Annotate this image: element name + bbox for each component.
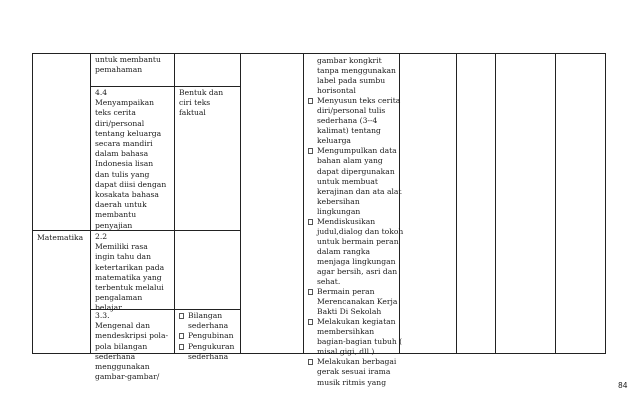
cell-line: ingin tahu dan <box>95 252 151 262</box>
kd-cell <box>92 87 174 230</box>
cell-line: secara mandiri <box>95 139 153 149</box>
cell-line: teks cerita <box>95 108 136 118</box>
cell-line: belajar <box>95 303 122 313</box>
column-divider <box>555 53 556 354</box>
bullet-text: Mendiskusikan <box>317 216 376 226</box>
cell-line: 3.3. <box>95 311 110 320</box>
kd-cell <box>92 231 174 313</box>
cell-line: Indonesia lisan <box>95 159 154 169</box>
bullet-item <box>179 331 237 341</box>
cell-line: penyajian <box>95 220 133 230</box>
activity-cell <box>305 55 404 387</box>
bullet-continuation: sederhana (3--4 <box>317 116 378 126</box>
bullet-continuation: keluarga <box>317 136 351 146</box>
bullet-box-icon <box>308 319 313 325</box>
bullet-box-icon <box>308 289 313 295</box>
bullet-box-icon <box>308 98 313 104</box>
bullet-item <box>308 96 401 106</box>
kd-cell <box>92 54 174 86</box>
bullet-continuation: diri/personal tulis <box>317 106 386 116</box>
bullet-text: Bermain peran <box>317 287 375 297</box>
table-border-right <box>605 53 606 354</box>
column-divider <box>495 53 496 354</box>
cell-line: pengalaman <box>95 293 143 303</box>
bullet-continuation: sederhana <box>188 351 229 361</box>
cell-line: membantu <box>95 210 137 220</box>
cell-line: terbentuk melalui <box>95 283 164 293</box>
bullet-continuation: lingkungan <box>317 206 361 216</box>
bullet-item <box>308 287 396 297</box>
cell-line: tentang keluarga <box>95 128 162 138</box>
cell-line: dapat diisi dengan <box>95 179 167 189</box>
activity-line: tanpa menggunakan <box>317 66 396 76</box>
bullet-continuation: Merencanakan Kerja <box>317 297 398 307</box>
bullet-box-icon <box>179 333 184 339</box>
bullet-continuation: judul,dialog dan tokoh <box>317 226 404 236</box>
column-divider <box>303 53 304 354</box>
column-divider <box>456 53 457 354</box>
cell-line: Menyampaikan <box>95 98 155 108</box>
bullet-box-icon <box>179 344 184 350</box>
subject-cell <box>34 232 90 244</box>
bullet-continuation: kebersihan <box>317 196 360 206</box>
bullet-continuation: kerajinan dan ata alat <box>317 186 402 196</box>
cell-line: untuk membantu <box>95 55 161 64</box>
page-number: 84 <box>618 381 628 390</box>
bullet-continuation: agar bersih, asri dan <box>317 266 398 276</box>
cell-line: pola bilangan <box>95 341 148 351</box>
bullet-continuation: dalam rangka <box>317 246 370 256</box>
cell-line: Memiliki rasa <box>95 242 148 252</box>
bullet-box-icon <box>308 359 313 365</box>
cell-line: sederhana <box>95 351 136 361</box>
cell-line: daerah untuk <box>95 200 147 210</box>
bullet-continuation: sederhana <box>188 321 229 331</box>
bullet-item <box>308 357 396 367</box>
materi-cell <box>176 310 240 361</box>
bullet-item <box>308 146 396 156</box>
bullet-box-icon <box>308 219 313 225</box>
bullet-item <box>308 317 396 327</box>
cell-line: pemahaman <box>95 65 143 75</box>
cell-line: diri/personal <box>95 118 145 128</box>
bullet-continuation: dapat dipergunakan <box>317 166 395 176</box>
bullet-text: Melakukan berbagai <box>317 357 397 367</box>
bullet-continuation: membersihkan <box>317 327 375 337</box>
bullet-text: Melakukan kegiatan <box>317 317 396 327</box>
cell-line: dan tulis yang <box>95 169 150 179</box>
bullet-item <box>179 311 237 321</box>
kd-cell <box>92 310 174 382</box>
bullet-continuation: bahan alam yang <box>317 156 383 166</box>
materi-cell <box>176 87 240 120</box>
bullet-continuation: misal gigi, dll ) <box>317 347 375 357</box>
bullet-text: Mengumpulkan data <box>317 146 397 156</box>
cell-line: dalam bahasa <box>95 149 149 159</box>
bullet-text: Menyusun teks cerita <box>317 96 401 106</box>
activity-line: gambar kongkrit <box>317 56 382 65</box>
column-divider <box>240 53 241 354</box>
activity-line: label pada sumbu <box>317 76 386 86</box>
bullet-text: Pengukuran <box>188 341 235 351</box>
cell-line: ciri teks <box>179 98 211 108</box>
bullet-item <box>308 217 396 227</box>
cell-line: kosakata bahasa <box>95 190 159 200</box>
cell-line: ketertarikan pada <box>95 262 165 272</box>
activity-line: horisontal <box>317 86 356 96</box>
bullet-continuation: sehat. <box>317 277 341 287</box>
bullet-continuation: untuk bermain peran <box>317 236 399 246</box>
cell-line: gambar-gambar/ <box>95 372 160 382</box>
bullet-continuation: bagian-bagian tubuh ( <box>317 337 403 347</box>
bullet-continuation: untuk membuat <box>317 176 378 186</box>
bullet-box-icon <box>308 148 313 154</box>
cell-line: menggunakan <box>95 362 150 372</box>
bullet-continuation: Bakti Di Sekolah <box>317 307 382 317</box>
bullet-continuation: menjaga lingkungan <box>317 256 396 266</box>
bullet-text: Bilangan <box>188 311 223 320</box>
bullet-box-icon <box>179 313 184 319</box>
cell-line: 4.4 <box>95 88 108 97</box>
cell-line: 2.2 <box>95 232 108 241</box>
bullet-continuation: kalimat) tentang <box>317 126 381 136</box>
bullet-item <box>179 342 237 352</box>
cell-line: mendeskripsi pola- <box>95 331 169 341</box>
cell-line: faktual <box>179 108 206 118</box>
bullet-continuation: gerak sesuai irama <box>317 367 391 377</box>
bullet-text: Pengubinan <box>188 331 234 341</box>
cell-line: matematika yang <box>95 272 162 282</box>
table-border-left <box>32 53 33 354</box>
subject-text: Matematika <box>37 233 84 242</box>
cell-line: Bentuk dan <box>179 88 224 97</box>
cell-line: Mengenal dan <box>95 321 151 331</box>
bullet-continuation: musik ritmis yang <box>317 377 387 387</box>
